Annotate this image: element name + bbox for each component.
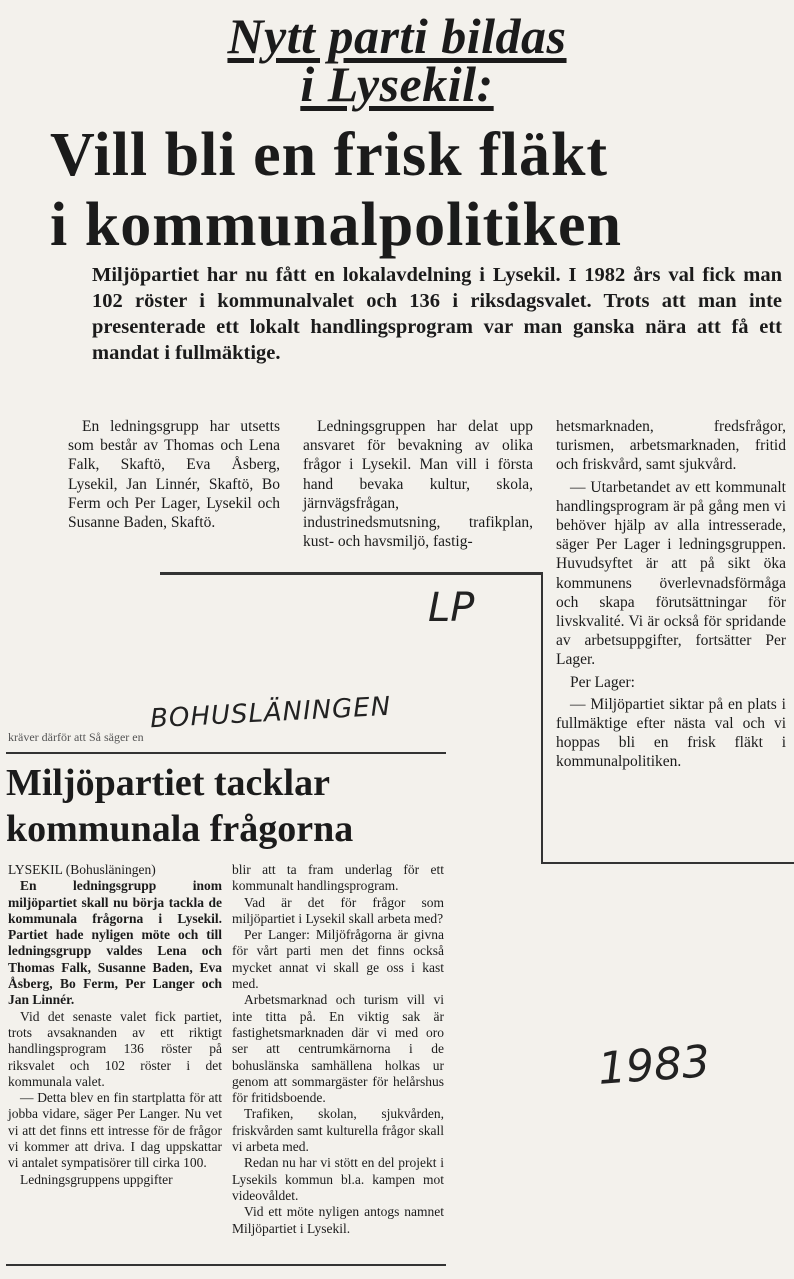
article1-col3-para3: Per Lager: — [570, 673, 635, 691]
article2-headline-line2: kommunala frågorna — [6, 808, 354, 850]
article2-column-2 — [232, 862, 444, 1237]
article1-lead: Miljöpartiet har nu fått en lokalavdelning i Lysekil. I 1982 års val fick man 102 röster i kommunalvalet och 136 i riksdagsvalet. Trots att man inte presenterade ett lokalt handlingsprogram var man ganska nära att få ett mandat i fullmäktige. — [92, 264, 782, 364]
article2-headline — [6, 760, 446, 852]
article1-right-box-left-rule — [541, 572, 543, 864]
article2-col2-para4: Arbetsmarknad och turism vill vi inte titta på. En viktig sak är fastighetsmarknaden där vi med oro ser att centrumkärnorna i de bohuslänska samhällena holkas ur genom att sommargäster för helårshus för fritidsboende. — [232, 992, 444, 1106]
article1-column-3 — [556, 417, 786, 775]
article1-col3-para4: — Miljöpartiet siktar på en plats i fullmäktige efter nästa val och vi hoppas bli en frisk fläkt i kommunalpolitiken. — [556, 695, 786, 771]
article2-col2-para3: Per Langer: Miljöfrågorna är givna för vårt parti men det finns också mycket annat vi skall ge oss i kast med. — [232, 927, 444, 992]
article1-col2-para: Ledningsgruppen har delat upp ansvaret för bevakning av olika frågor i Lysekil. Man vill i första hand bevaka kultur, skola, järnvägsfrågan, industrinedsmutsning, trafikplan, kust- och havsmiljö, fastig- — [303, 418, 533, 551]
article1-column-2 — [303, 417, 533, 554]
article2-top-rule — [6, 752, 446, 754]
handwritten-initials: LP — [428, 585, 475, 631]
article2-lead: En ledningsgrupp inom miljöpartiet skall nu börja tackla de kommunala frågorna i Lysekil. Partiet hade nyligen möte och till ledningsgrupp valdes Lena och Thomas Falk, Susanne Baden, Eva Åsberg, Bo Ferm, Per Langer och Jan Linnér. — [8, 878, 222, 1008]
article2-col2-para6: Redan nu har vi stött en del projekt i Lysekils kommun bl.a. kampen mot videovåldet. — [232, 1155, 444, 1203]
article2-byline: LYSEKIL (Bohusläningen) — [8, 862, 156, 877]
article2-col2-para7: Vid ett möte nyligen antogs namnet Miljöpartiet i Lysekil. — [232, 1204, 444, 1236]
article2-col2-para5: Trafiken, skolan, sjukvården, friskvården samt kulturella frågor skall vi arbeta med. — [232, 1106, 444, 1155]
article2-headline-line1: Miljöpartiet tacklar — [6, 762, 330, 804]
article2-cut-text: kräver därför att Så säger en — [8, 730, 144, 744]
article1-kicker-line2: i Lysekil: — [300, 56, 494, 112]
article1-bottom-rule — [160, 572, 542, 575]
article1-col1-para: En ledningsgrupp har utsetts som består av Thomas och Lena Falk, Skaftö, Eva Åsberg, Lysekil, Jan Linnér, Skaftö, Bo Ferm och Per Lager, Lysekil och Susanne Baden, Skaftö. — [68, 418, 280, 532]
article1-column-1 — [68, 417, 280, 535]
handwritten-year: 1983 — [596, 1036, 712, 1095]
article1-kicker — [0, 8, 794, 112]
article2-column-1 — [8, 862, 222, 1188]
article2-col2-para1: blir att ta fram underlag för ett kommunalt handlingsprogram. — [232, 862, 444, 894]
article2-col1-para2: Vid det senaste valet fick partiet, trots avsaknanden av ett riktigt handlingsprogram 136 röster på riksvalet och 102 röster i det kommunala valet. — [8, 1008, 222, 1089]
article2-col1-para3: — Detta blev en fin startplatta för att jobba vidare, säger Per Langer. Nu vet vi att det finns ett intresse för de frågor vi kommer att driva. I dag uppskattar vi antalet sympatisörer till cirka 100. — [8, 1090, 222, 1171]
handwritten-source: BOHUSLÄNINGEN — [149, 691, 392, 735]
article1-kicker-line1: Nytt parti bildas — [227, 8, 567, 64]
article2-col1-para4: Ledningsgruppens uppgifter — [20, 1171, 173, 1187]
article1-headline-line2: i kommunalpolitiken — [50, 191, 622, 259]
article1-col3-para1: hetsmarknaden, fredsfrågor, turismen, arbetsmarknaden, fritid och friskvård, samt sjukvård. — [556, 418, 786, 474]
article1-headline — [50, 120, 790, 260]
article1-col3-para2: — Utarbetandet av ett kommunalt handlingsprogram är på gång men vi behöver hjälp av alla intresserade, säger Per Lager i ledningsgruppen. Huvudsyftet är att på sikt öka kommunens överlevnadsförmåga och skapa förutsättningar för livskvalité. Vi är också för spridande av arbetsuppgifter, fortsätter Per Lager. — [556, 478, 786, 669]
article2-bottom-rule — [6, 1264, 446, 1266]
article2-col2-para2: Vad är det för frågor som miljöpartiet i Lysekil skall arbeta med? — [232, 894, 444, 926]
article1-right-box-bottom-rule — [541, 862, 794, 864]
article1-headline-line1: Vill bli en frisk fläkt — [50, 121, 609, 189]
